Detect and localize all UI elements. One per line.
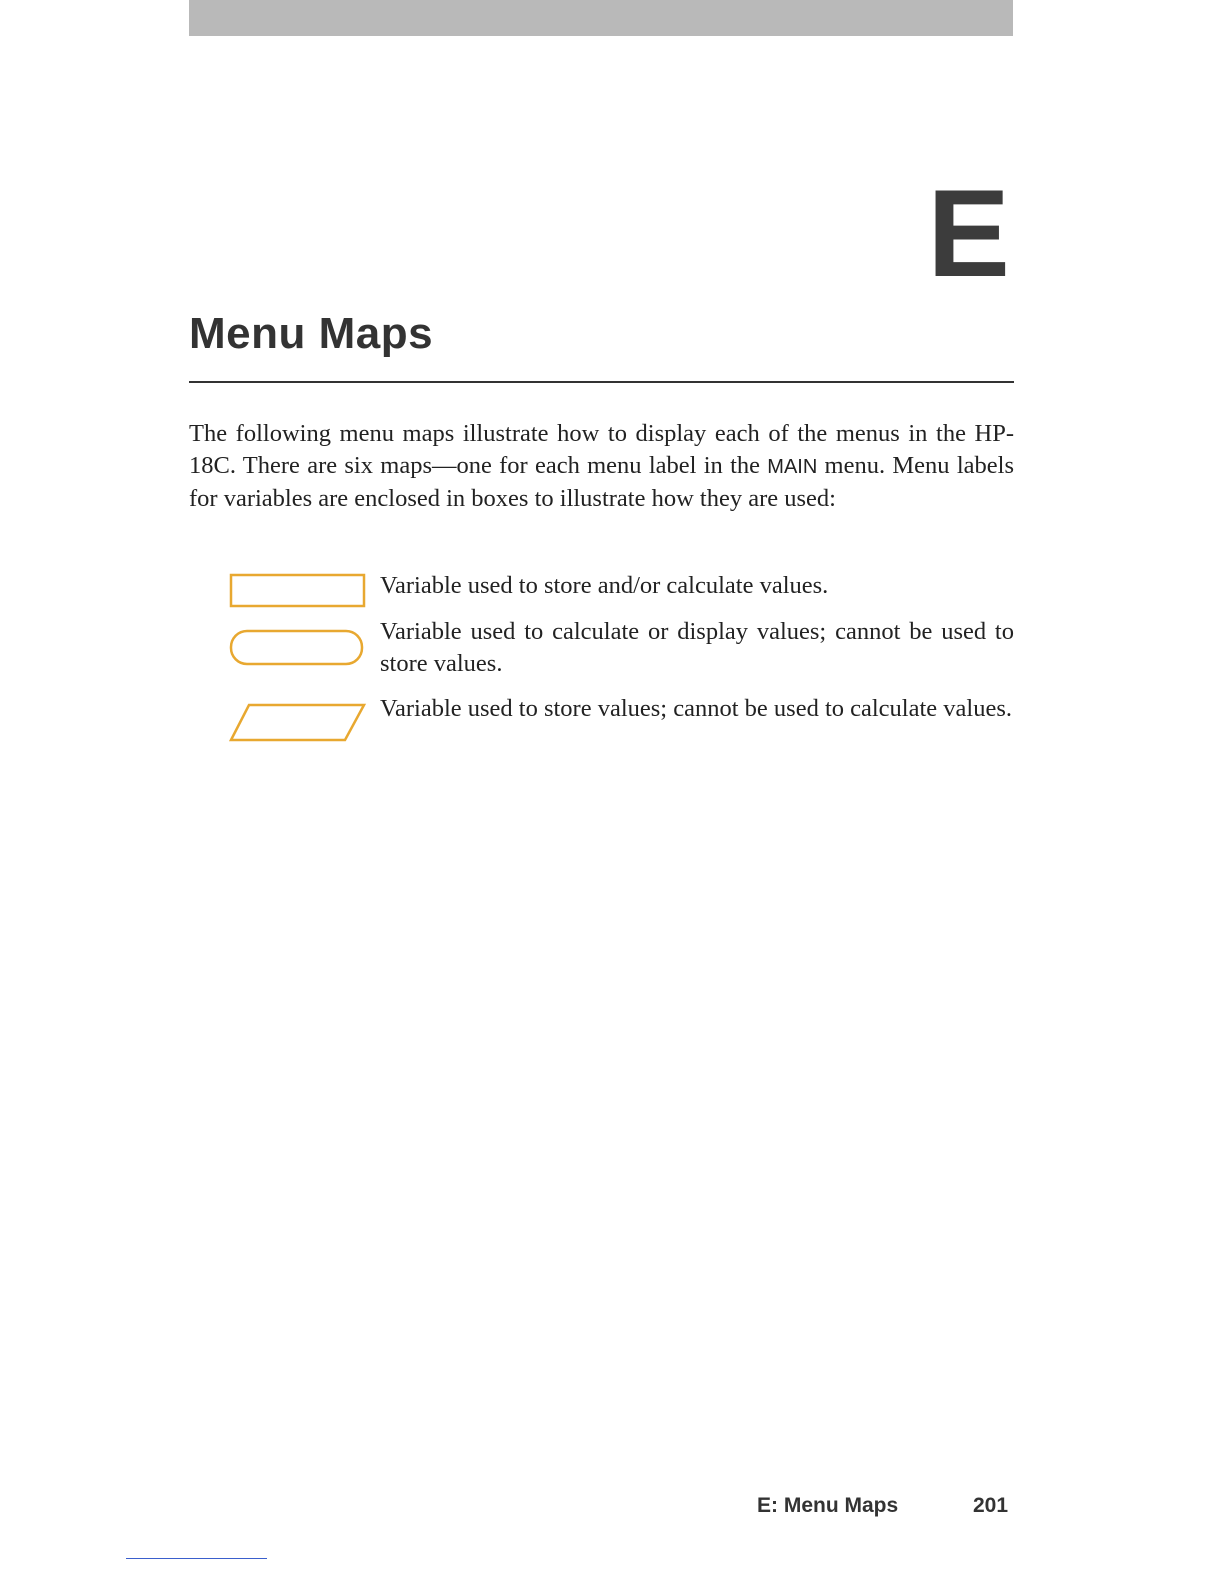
legend-text: Variable used to calculate or display values; cannot be used to store values. (380, 618, 1014, 677)
parallelogram-box-icon (229, 702, 369, 744)
intro-paragraph (189, 418, 1014, 515)
page-title: Menu Maps (189, 309, 434, 358)
footer-section-title: E: Menu Maps (757, 1494, 899, 1517)
page-number: 201 (973, 1494, 1009, 1517)
rectangle-box-icon (229, 572, 369, 610)
intro-text-end: menu. Menu labels for variables are enclosed in boxes to illustrate how they are used: (189, 452, 1014, 512)
bottom-rule (126, 1558, 267, 1559)
legend-text: Variable used to store values; cannot be used to calculate values. (380, 695, 1013, 722)
legend-text: Variable used to store and/or calculate values. (380, 572, 829, 599)
title-divider (189, 381, 1014, 383)
appendix-letter: E (927, 165, 1010, 303)
intro-text-start: The following menu maps illustrate how to display each of the menus in the HP-18C. There are six maps—one for each menu label in the (189, 420, 1014, 479)
main-menu-label: MAIN (767, 456, 818, 478)
rounded-box-icon (229, 628, 369, 668)
top-band (189, 0, 1013, 36)
